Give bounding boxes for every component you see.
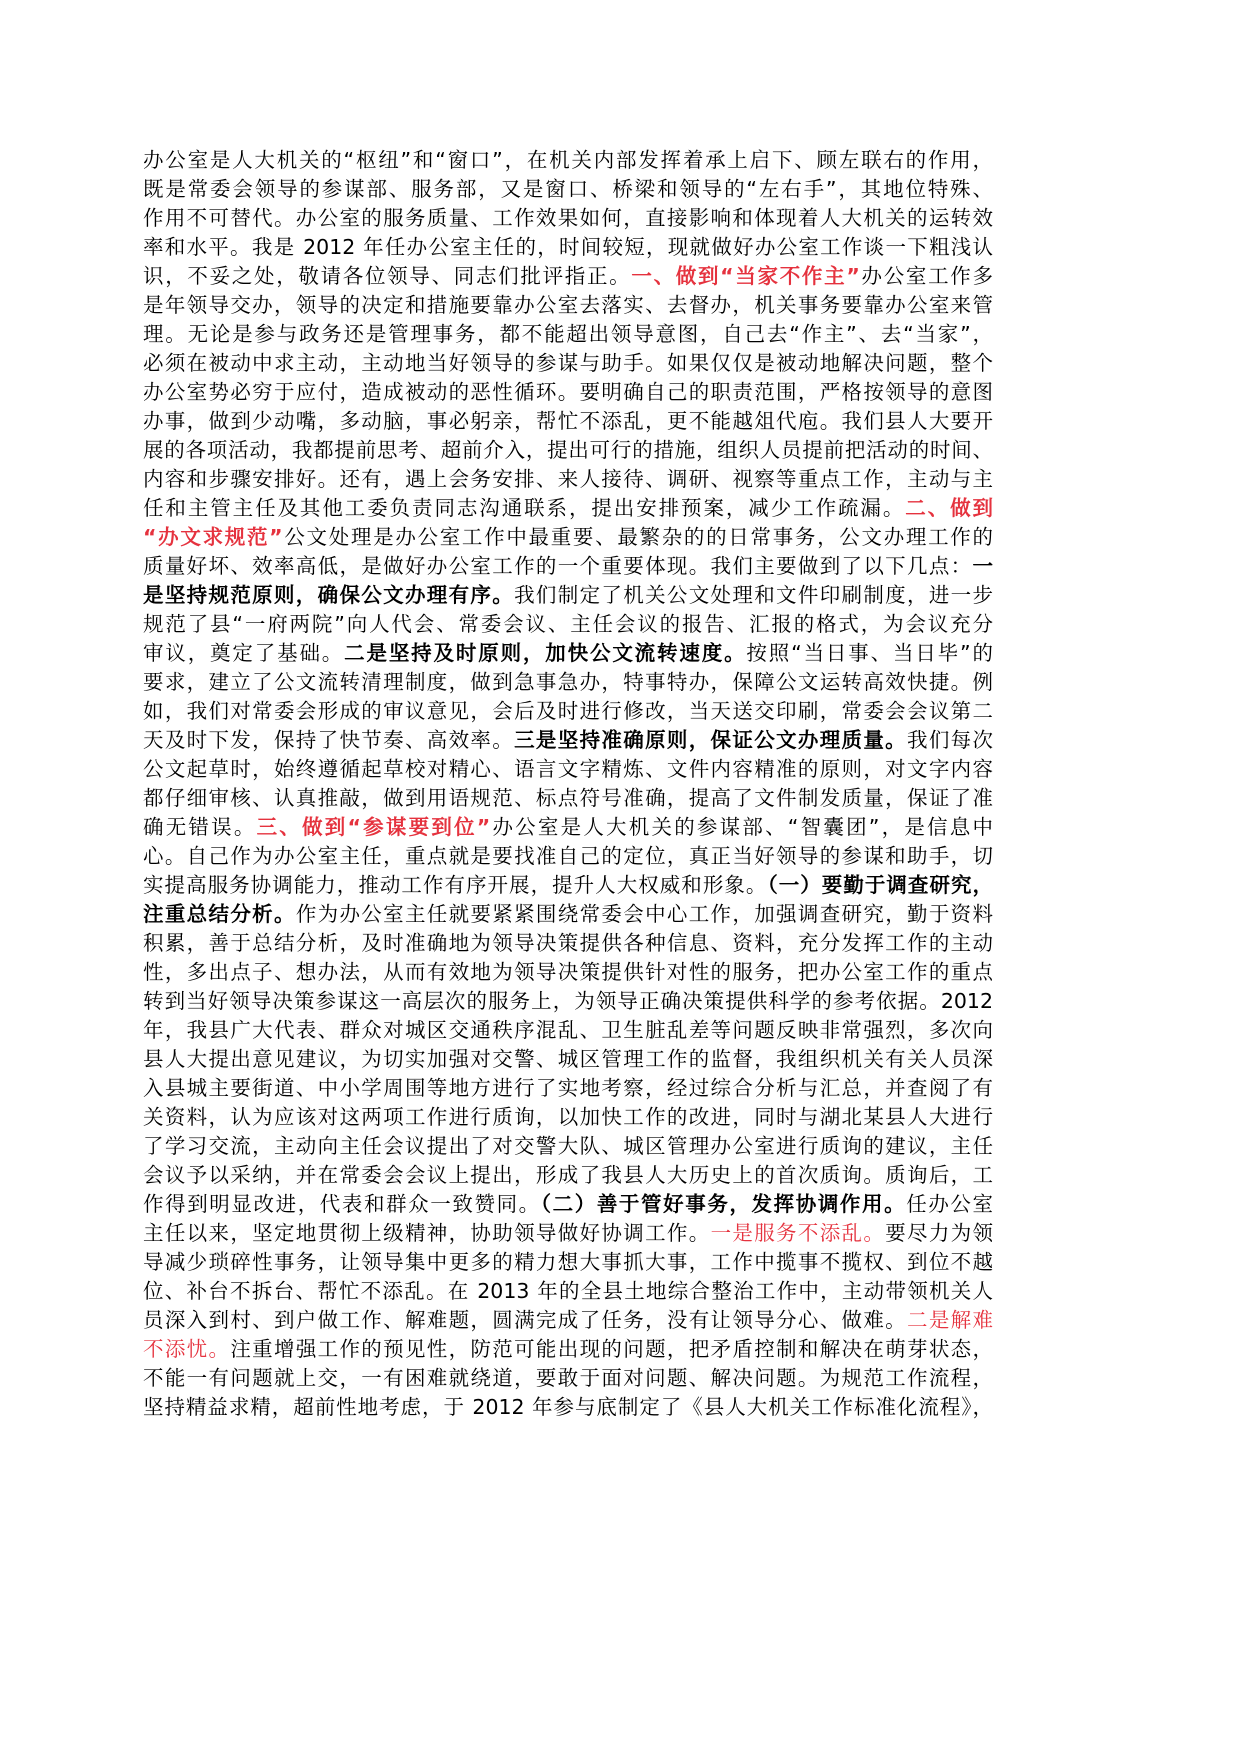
body-text: 公文处理是办公室工作中最重要、最繁杂的的日常事务，公文办理工作的 [282,525,993,549]
text-line [143,175,993,204]
body-text: 办公室势必穷于应付，造成被动的恶性循环。要明确自己的职责范围，严格按领导的意图 [143,380,993,404]
text-line [143,1335,993,1364]
body-text: 关资料，认为应该对这两项工作进行质询，以加快工作的改进，同时与湖北某县人大进行 [143,1105,993,1129]
text-line [143,987,993,1016]
body-text: 不能一有问题就上交，一有困难就绕道，要敢于面对问题、解决问题。为规范工作流程， [143,1366,993,1390]
body-text: 审议，奠定了基础。 [143,641,345,665]
body-text: 办事，做到少动嘴，多动脑，事必躬亲，帮忙不添乱，更不能越俎代庖。我们县人大要开 [143,409,993,433]
body-text: 我们每次 [907,728,993,752]
body-text: 必须在被动中求主动，主动地当好领导的参谋与助手。如果仅仅是被动地解决问题，整个 [143,351,993,375]
body-text: 积累，善于总结分析，及时准确地为领导决策提供各种信息、资料，充分发挥工作的主动 [143,931,993,955]
bold-subheading-text: 二是坚持及时原则，加快公文流转速度。 [344,641,747,665]
text-line [143,1074,993,1103]
body-text: 天及时下发，保持了快节奏、高效率。 [143,728,515,752]
body-text: 既是常委会领导的参谋部、服务部，又是窗口、桥梁和领导的“左右手”，其地位特殊、 [143,177,993,201]
body-text: 办公室是人大机关的参谋部、“智囊团”，是信息中 [490,815,993,839]
body-text: 办公室是人大机关的“枢纽”和“窗口”，在机关内部发挥着承上启下、顾左联右的作用， [143,148,993,172]
body-text: 公文起草时，始终遵循起草校对精心、语言文字精炼、文件内容精准的原则，对文字内容 [143,757,993,781]
bold-subheading-text: 一 [972,554,993,578]
body-text: 识，不妥之处，敬请各位领导、同志们批评指正。 [143,264,632,288]
body-text: 如，我们对常委会形成的审议意见，会后及时进行修改，当天送交印刷，常委会会议第二 [143,699,993,723]
body-text: 导减少琐碎性事务，让领导集中更多的精力想大事抓大事，工作中揽事不揽权、到位不越 [143,1250,993,1274]
body-text: 确无错误。 [143,815,257,839]
text-line [143,146,993,175]
red-highlight-text: 二是解难 [907,1308,993,1332]
text-line [143,1393,993,1422]
text-line [143,1161,993,1190]
text-line [143,407,993,436]
text-line [143,871,993,900]
text-line [143,1248,993,1277]
body-text: 内容和步骤安排好。还有，遇上会务安排、来人接待、调研、视察等重点工作，主动与主 [143,467,993,491]
body-text: 心。自己作为办公室主任，重点就是要找准自己的定位，真正当好领导的参谋和助手，切 [143,844,993,868]
text-line [143,320,993,349]
section-heading-text: “办文求规范” [143,525,283,549]
text-line [143,900,993,929]
body-text: 实提高服务协调能力，推动工作有序开展，提升人大权威和形象。 [143,873,768,897]
body-text: 要求，建立了公文流转清理制度，做到急事急办，特事特办，保障公文运转高效快捷。例 [143,670,993,694]
body-text: 任办公室 [906,1192,993,1216]
bold-subheading-text: 是坚持规范原则，确保公文办理有序。 [143,583,515,607]
body-text: 员深入到村、到户做工作、解难题，圆满完成了任务，没有让领导分心、做难。 [143,1308,908,1332]
body-text: 规范了县“一府两院”向人代会、常委会议、主任会议的报告、汇报的格式，为会议充分 [143,612,993,636]
text-line [143,929,993,958]
text-line [143,465,993,494]
text-line [143,784,993,813]
body-text: 要尽力为领 [885,1221,993,1245]
body-text: 坚持精益求精，超前性地考虑，于 2012 年参与底制定了《县人大机关工作标准化流程》， [143,1395,993,1419]
body-text: 按照“当日事、当日毕”的 [746,641,993,665]
text-line [143,349,993,378]
body-text: 率和水平。我是 2012 年任办公室主任的，时间较短，现就做好办公室工作谈一下粗浅认 [143,235,993,259]
text-line [143,1045,993,1074]
text-line [143,697,993,726]
text-line [143,755,993,784]
body-text: 展的各项活动，我都提前思考、超前介入，提出可行的措施，组织人员提前把活动的时间、 [143,438,993,462]
body-text: 质量好坏、效率高低，是做好办公室工作的一个重要体现。我们主要做到了以下几点： [143,554,973,578]
text-line [143,1103,993,1132]
body-text: 了学习交流，主动向主任会议提出了对交警大队、城区管理办公室进行质询的建议，主任 [143,1134,993,1158]
text-line [143,436,993,465]
text-line [143,581,993,610]
body-text: 任和主管主任及其他工委负责同志沟通联系，提出安排预案，减少工作疏漏。 [143,496,906,520]
section-heading-text: 一、做到“当家不作主” [631,264,860,288]
red-highlight-text: 不添忧。 [143,1337,231,1361]
text-line [143,1219,993,1248]
section-heading-text: 二、做到 [905,496,993,520]
body-text: 我们制定了机关公文处理和文件印刷制度，进一步 [514,583,993,607]
body-text-block [143,146,993,1422]
body-text: 作用不可替代。办公室的服务质量、工作效果如何，直接影响和体现着人大机关的运转效 [143,206,993,230]
text-line [143,1277,993,1306]
body-text: 位、补台不拆台、帮忙不添乱。在 2013 年的全县土地综合整治工作中，主动带领机关人 [143,1279,993,1303]
body-text: 性，多出点子、想办法，从而有效地为领导决策提供针对性的服务，把办公室工作的重点 [143,960,993,984]
text-line [143,233,993,262]
text-line [143,639,993,668]
body-text: 都仔细审核、认真推敲，做到用语规范、标点符号准确，提高了文件制发质量，保证了准 [143,786,993,810]
bold-subheading-text: 注重总结分析。 [143,902,296,926]
body-text: 县人大提出意见建议，为切实加强对交警、城区管理工作的监督，我组织机关有关人员深 [143,1047,993,1071]
body-text: 办公室工作多 [859,264,993,288]
text-line [143,1364,993,1393]
text-line [143,668,993,697]
text-line [143,726,993,755]
text-line [143,204,993,233]
section-heading-text: 三、做到“参谋要到位” [256,815,491,839]
text-line [143,958,993,987]
text-line [143,552,993,581]
text-line [143,813,993,842]
bold-subheading-text: （一）要勤于调查研究， [767,873,993,897]
text-line [143,291,993,320]
text-line [143,494,993,523]
text-line [143,262,993,291]
body-text: 作得到明显改进，代表和群众一致赞同。 [143,1192,541,1216]
body-text: 注重增强工作的预见性，防范可能出现的问题，把矛盾控制和解决在萌芽状态， [230,1337,993,1361]
body-text: 主任以来，坚定地贯彻上级精神，协助领导做好协调工作。 [143,1221,711,1245]
body-text: 年，我县广大代表、群众对城区交通秩序混乱、卫生脏乱差等问题反映非常强烈，多次向 [143,1018,993,1042]
text-line [143,842,993,871]
body-text: 作为办公室主任就要紧紧围绕常委会中心工作，加强调查研究，勤于资料 [295,902,993,926]
text-line [143,1190,993,1219]
body-text: 会议予以采纳，并在常委会会议上提出，形成了我县人大历史上的首次质询。质询后，工 [143,1163,993,1187]
body-text: 转到当好领导决策参谋这一高层次的服务上，为领导正确决策提供科学的参考依据。2012 [143,989,993,1013]
text-line [143,523,993,552]
bold-subheading-text: （二）善于管好事务，发挥协调作用。 [540,1192,907,1216]
text-line [143,378,993,407]
text-line [143,610,993,639]
text-line [143,1132,993,1161]
red-highlight-text: 一是服务不添乱。 [710,1221,886,1245]
text-line [143,1306,993,1335]
bold-subheading-text: 三是坚持准确原则，保证公文办理质量。 [514,728,908,752]
body-text: 入县城主要街道、中小学周围等地方进行了实地考察，经过综合分析与汇总，并查阅了有 [143,1076,993,1100]
body-text: 是年领导交办，领导的决定和措施要靠办公室去落实、去督办，机关事务要靠办公室来管 [143,293,993,317]
text-line [143,1016,993,1045]
body-text: 理。无论是参与政务还是管理事务，都不能超出领导意图，自己去“作主”、去“当家”， [143,322,993,346]
